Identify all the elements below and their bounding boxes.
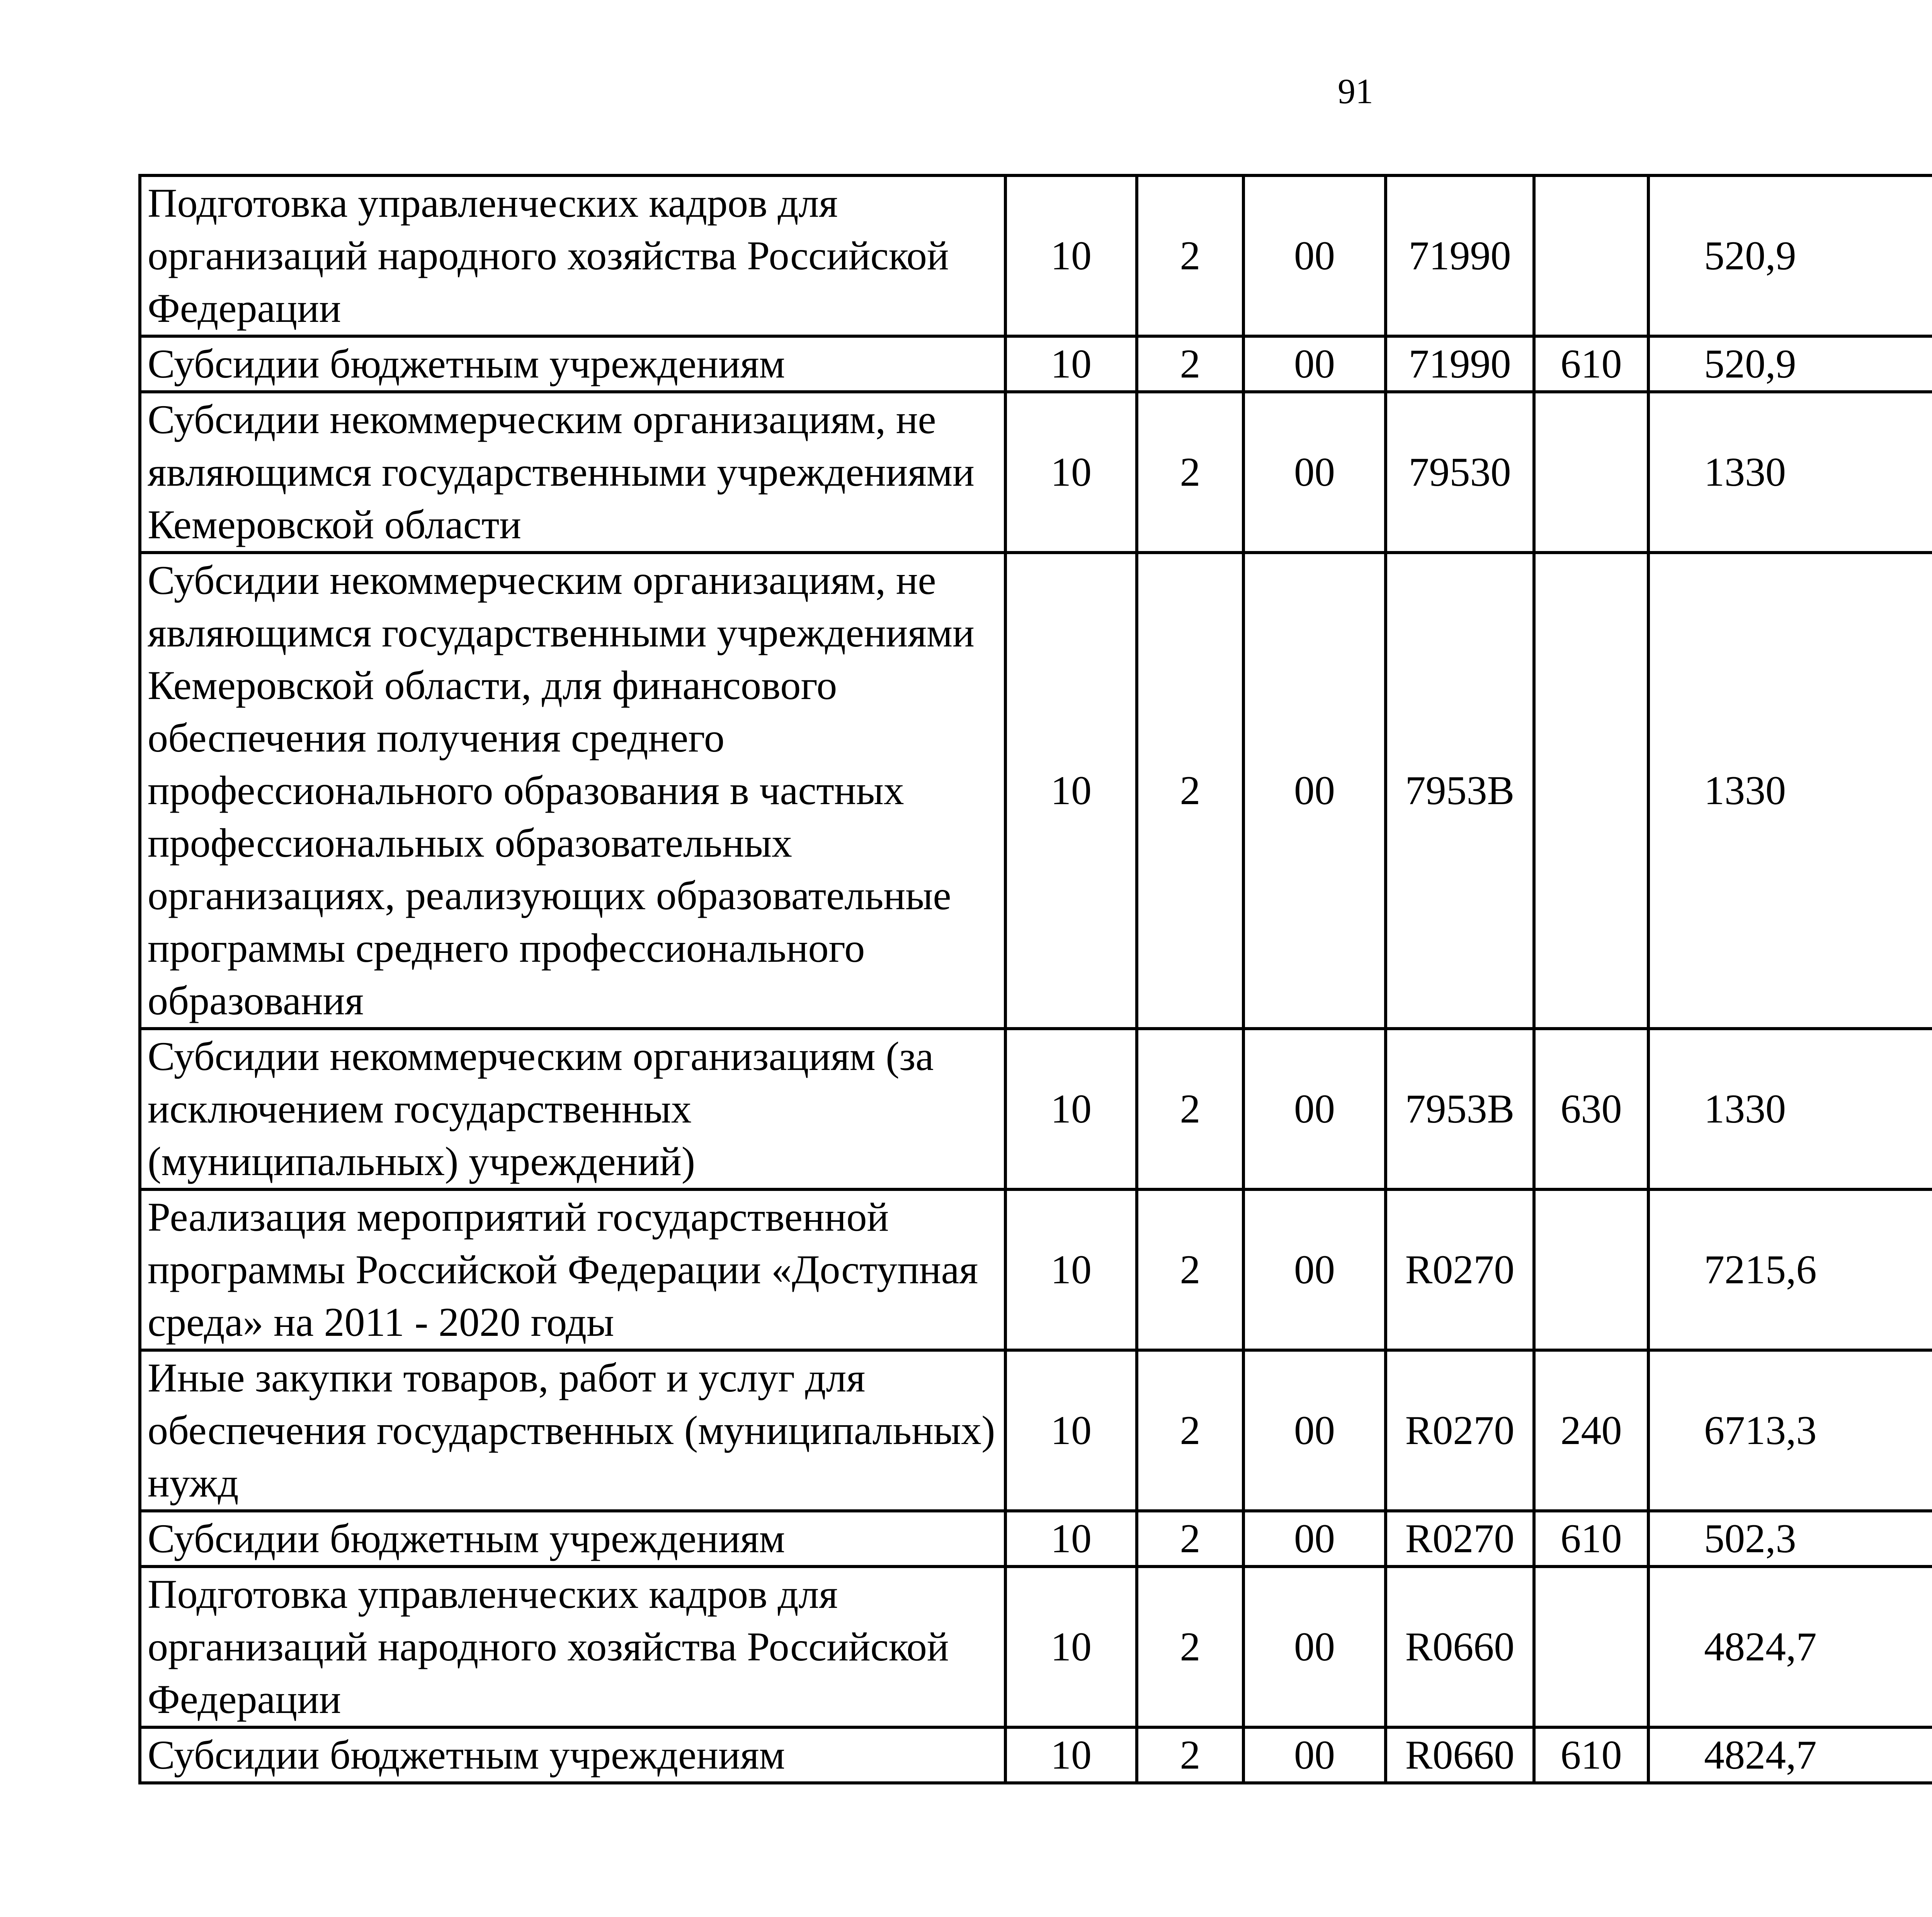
section-code-cell: 10 [1005,1511,1137,1567]
expense-type-cell [1534,1189,1648,1350]
row-name-cell: Подготовка управленческих кадров для организаций народного хозяйства Российской Федерации [140,175,1005,336]
row-name-cell: Субсидии некоммерческим организациям (за исключением государственных (муниципальных) учреждений) [140,1029,1005,1189]
expense-type-cell [1534,392,1648,553]
program-code-cell: 00 [1243,1567,1386,1727]
target-article-cell: R0270 [1386,1511,1534,1567]
section-code-cell: 10 [1005,1189,1137,1350]
target-article-cell: 71990 [1386,336,1534,392]
table-row [140,392,1932,553]
budget-table [138,174,1932,1784]
section-code-cell: 10 [1005,1567,1137,1727]
row-name-cell: Субсидии бюджетным учреждениям [140,1511,1005,1567]
table-row [140,1511,1932,1567]
table-row [140,1189,1932,1350]
section-code-cell: 10 [1005,336,1137,392]
table-row [140,1350,1932,1511]
table-row [140,1567,1932,1727]
subsection-code-cell: 2 [1137,1567,1243,1727]
table-row [140,553,1932,1029]
amount-year1-cell: 1330 [1648,392,1932,553]
amount-year1-cell: 4824,7 [1648,1727,1932,1783]
row-name-cell: Субсидии некоммерческим организациям, не являющимся государственными учреждениями Кемеровской области [140,392,1005,553]
expense-type-cell: 610 [1534,1511,1648,1567]
table-row [140,175,1932,336]
expense-type-cell: 630 [1534,1029,1648,1189]
expense-type-cell [1534,175,1648,336]
row-name-cell: Субсидии некоммерческим организациям, не являющимся государственными учреждениями Кемеровской области, для финансового обеспечения получения среднего профессионального образования в частных профессиональных образовательных организациях, реализующих образовательные программы среднего профессионального образования [140,553,1005,1029]
program-code-cell: 00 [1243,392,1386,553]
row-name-cell: Субсидии бюджетным учреждениям [140,336,1005,392]
amount-year1-cell: 1330 [1648,1029,1932,1189]
program-code-cell: 00 [1243,1350,1386,1511]
page-number: 91 [1338,71,1373,111]
subsection-code-cell: 2 [1137,553,1243,1029]
program-code-cell: 00 [1243,1727,1386,1783]
amount-year1-cell: 520,9 [1648,175,1932,336]
subsection-code-cell: 2 [1137,392,1243,553]
row-name-cell: Реализация мероприятий государственной программы Российской Федерации «Доступная среда» на 2011 - 2020 годы [140,1189,1005,1350]
section-code-cell: 10 [1005,553,1137,1029]
program-code-cell: 00 [1243,553,1386,1029]
target-article-cell: 79530 [1386,392,1534,553]
subsection-code-cell: 2 [1137,1511,1243,1567]
table-row [140,336,1932,392]
subsection-code-cell: 2 [1137,1727,1243,1783]
table-row [140,1029,1932,1189]
target-article-cell: R0270 [1386,1350,1534,1511]
section-code-cell: 10 [1005,392,1137,553]
row-name-cell: Иные закупки товаров, работ и услуг для обеспечения государственных (муниципальных) нужд [140,1350,1005,1511]
section-code-cell: 10 [1005,1029,1137,1189]
expense-type-cell: 610 [1534,1727,1648,1783]
target-article-cell: 7953B [1386,1029,1534,1189]
target-article-cell: 7953B [1386,553,1534,1029]
expense-type-cell: 240 [1534,1350,1648,1511]
program-code-cell: 00 [1243,175,1386,336]
target-article-cell: 71990 [1386,175,1534,336]
subsection-code-cell: 2 [1137,175,1243,336]
target-article-cell: R0660 [1386,1727,1534,1783]
expense-type-cell [1534,553,1648,1029]
target-article-cell: R0270 [1386,1189,1534,1350]
amount-year1-cell: 502,3 [1648,1511,1932,1567]
section-code-cell: 10 [1005,1727,1137,1783]
amount-year1-cell: 1330 [1648,553,1932,1029]
section-code-cell: 10 [1005,175,1137,336]
amount-year1-cell: 4824,7 [1648,1567,1932,1727]
program-code-cell: 00 [1243,1029,1386,1189]
target-article-cell: R0660 [1386,1567,1534,1727]
section-code-cell: 10 [1005,1350,1137,1511]
expense-type-cell: 610 [1534,336,1648,392]
subsection-code-cell: 2 [1137,1350,1243,1511]
row-name-cell: Субсидии бюджетным учреждениям [140,1727,1005,1783]
row-name-cell: Подготовка управленческих кадров для организаций народного хозяйства Российской Федерации [140,1567,1005,1727]
subsection-code-cell: 2 [1137,336,1243,392]
program-code-cell: 00 [1243,1511,1386,1567]
expense-type-cell [1534,1567,1648,1727]
subsection-code-cell: 2 [1137,1189,1243,1350]
table-row [140,1727,1932,1783]
amount-year1-cell: 7215,6 [1648,1189,1932,1350]
program-code-cell: 00 [1243,336,1386,392]
amount-year1-cell: 6713,3 [1648,1350,1932,1511]
program-code-cell: 00 [1243,1189,1386,1350]
subsection-code-cell: 2 [1137,1029,1243,1189]
amount-year1-cell: 520,9 [1648,336,1932,392]
